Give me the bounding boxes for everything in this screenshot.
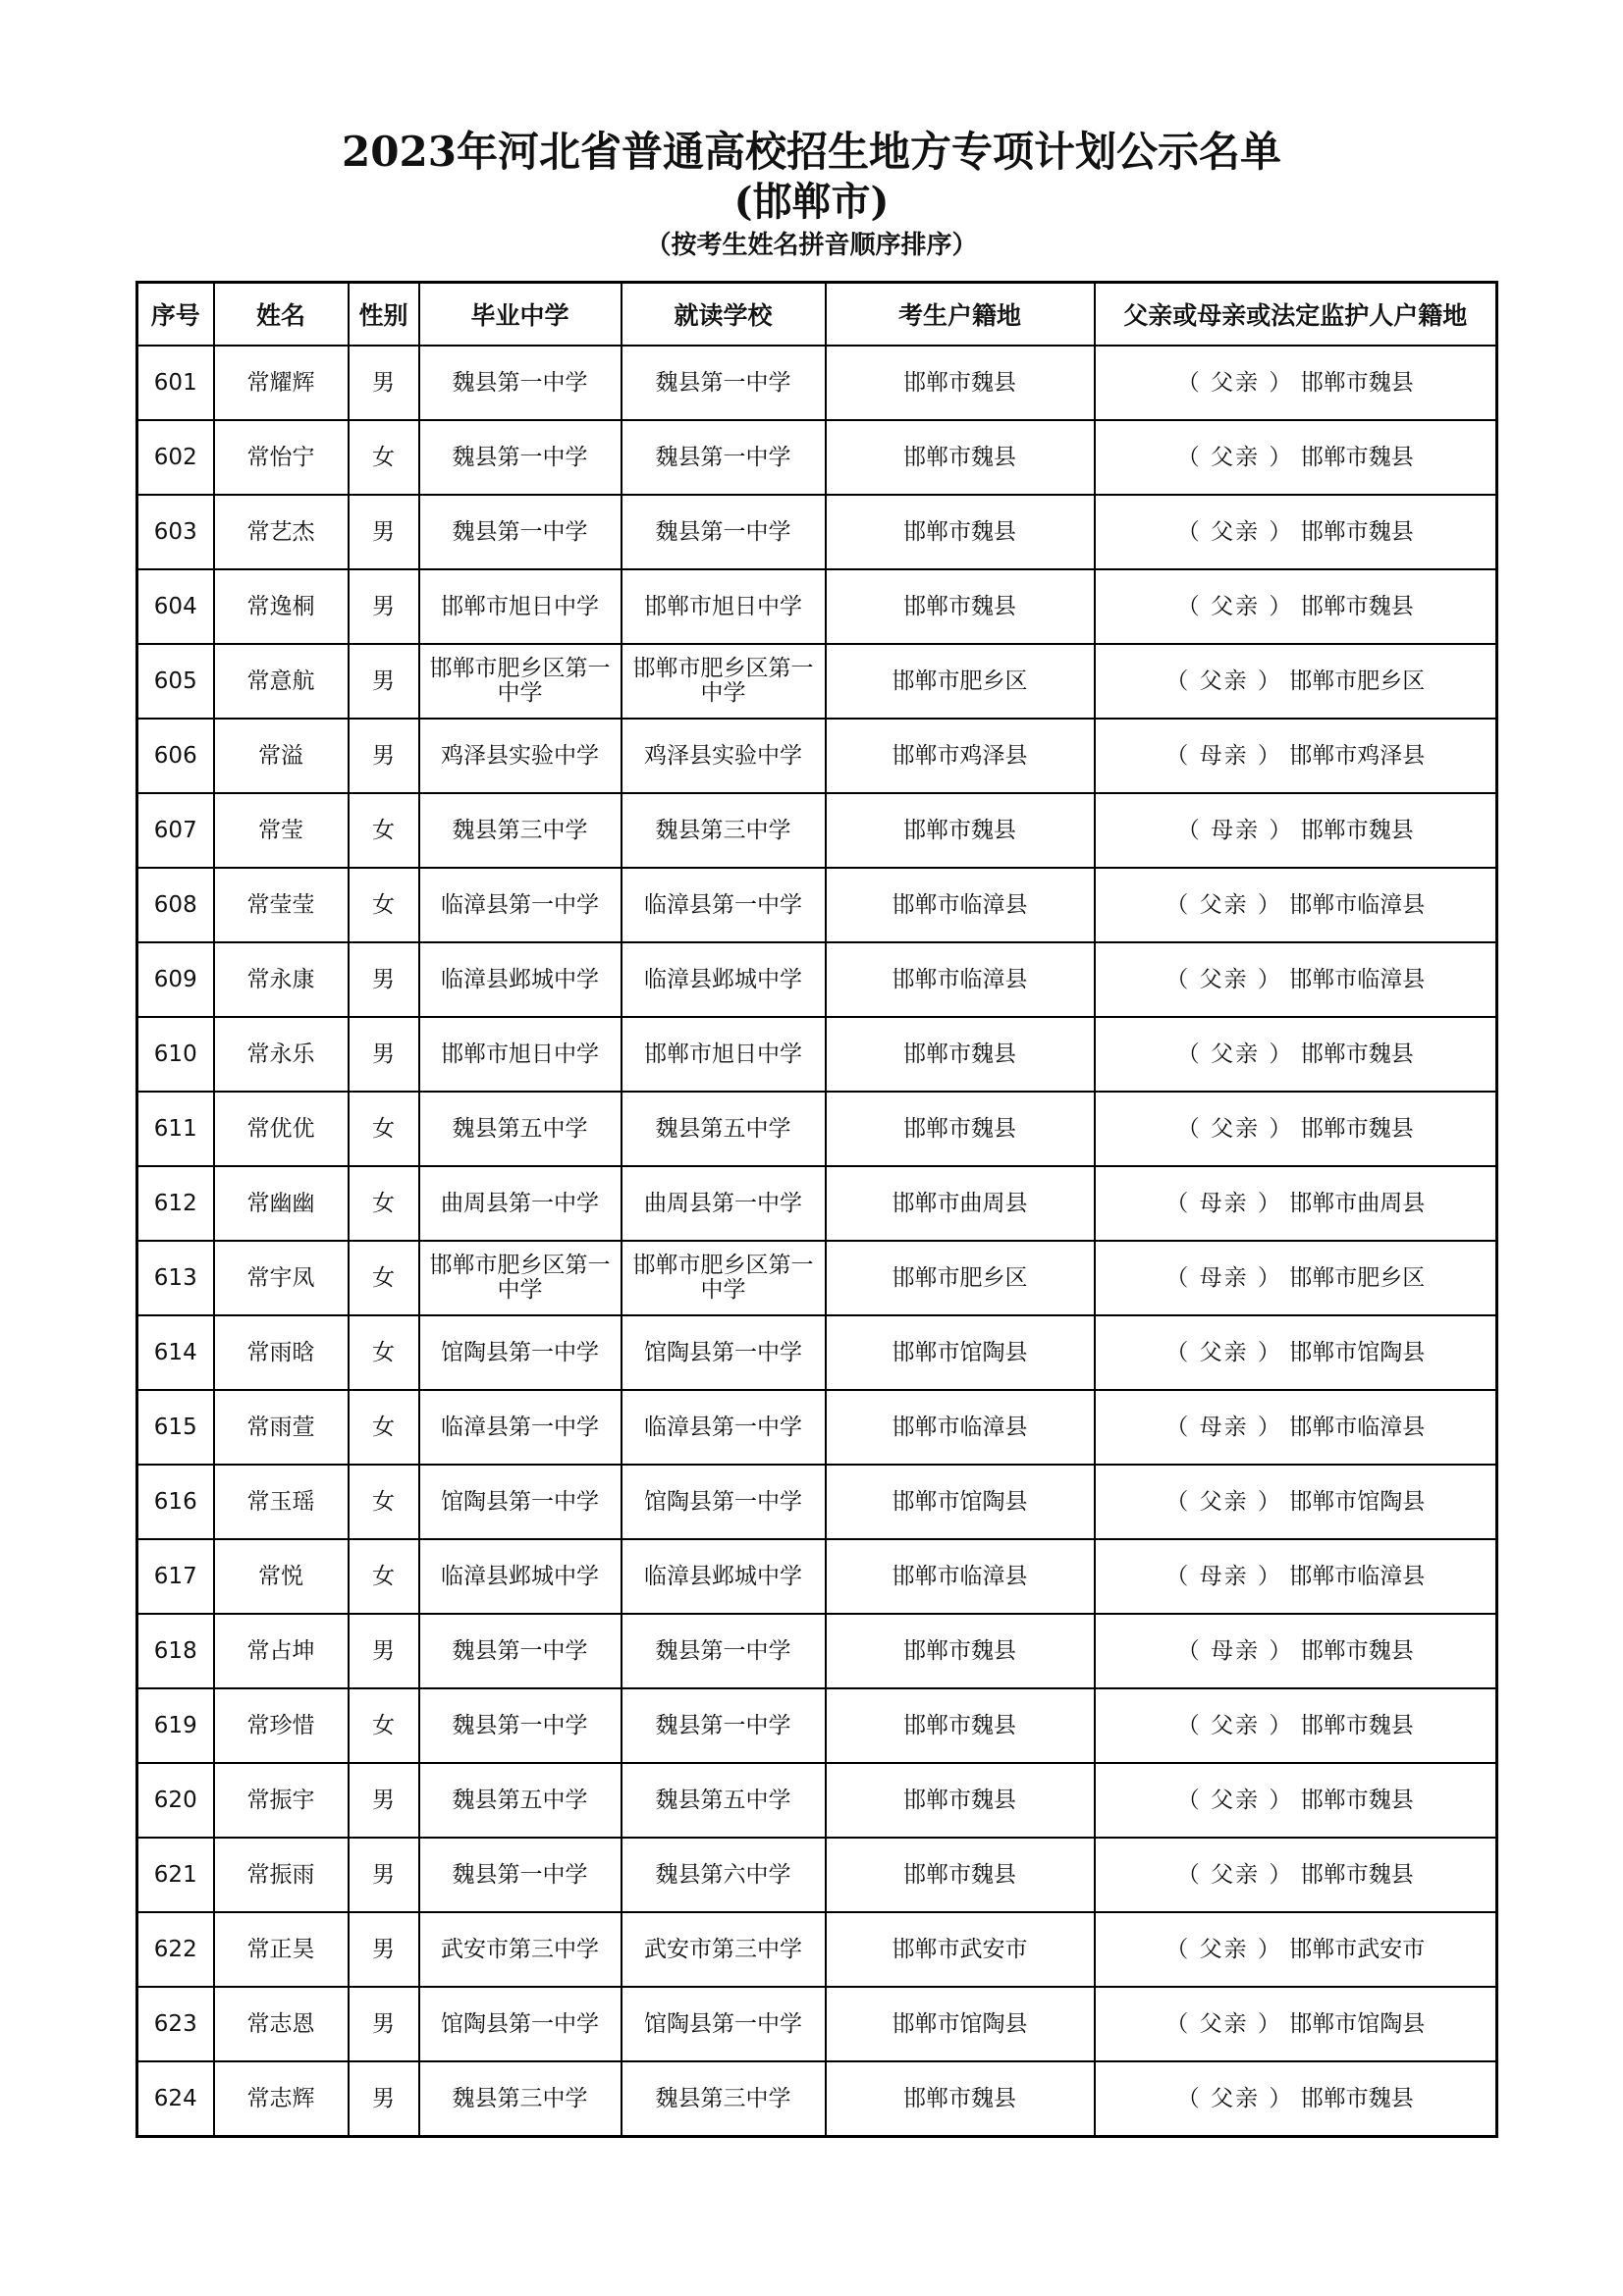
guardian-relation: （ 父亲 ） [1176,1712,1294,1738]
guardian-origin-place: 邯郸市魏县 [1300,518,1414,545]
cell-student-origin: 邯郸市武安市 [826,1912,1095,1987]
table-row [137,420,1497,495]
guardian-origin-place: 邯郸市鸡泽县 [1289,742,1426,769]
table-row [137,1838,1497,1912]
cell-gender: 女 [349,1539,419,1614]
guardian-relation: （ 父亲 ） [1165,1936,1282,1962]
cell-student-origin: 邯郸市馆陶县 [826,1315,1095,1390]
header-name: 姓名 [214,283,349,347]
cell-name: 常莹 [214,793,349,868]
cell-grad-school: 魏县第一中学 [419,346,622,420]
cell-current-school: 临漳县邺城中学 [622,1539,826,1614]
table-row [137,644,1497,719]
guardian-origin-place: 邯郸市魏县 [1300,1712,1414,1738]
cell-current-school: 魏县第一中学 [622,346,826,420]
cell-guardian-origin [1095,793,1497,868]
cell-name: 常意航 [214,644,349,719]
cell-current-school: 邯郸市旭日中学 [622,569,826,644]
cell-name: 常永康 [214,942,349,1017]
guardian-origin-place: 邯郸市临漳县 [1289,891,1426,918]
guardian-relation: （ 父亲 ） [1176,444,1294,470]
guardian-relation: （ 父亲 ） [1176,369,1294,396]
cell-grad-school: 馆陶县第一中学 [419,1315,622,1390]
cell-guardian-origin [1095,346,1497,420]
cell-name: 常雨萱 [214,1390,349,1465]
cell-current-school: 武安市第三中学 [622,1912,826,1987]
cell-name: 常逸桐 [214,569,349,644]
cell-student-origin: 邯郸市馆陶县 [826,1987,1095,2061]
cell-gender: 男 [349,1763,419,1838]
cell-index: 601 [137,346,214,420]
cell-index: 616 [137,1465,214,1539]
cell-current-school: 临漳县第一中学 [622,868,826,942]
cell-grad-school: 临漳县邺城中学 [419,942,622,1017]
cell-name: 常宇凤 [214,1241,349,1315]
guardian-origin-place: 邯郸市临漳县 [1289,1563,1426,1589]
cell-current-school: 邯郸市肥乡区第一中学 [622,644,826,719]
cell-grad-school: 邯郸市旭日中学 [419,569,622,644]
cell-index: 604 [137,569,214,644]
cell-index: 619 [137,1688,214,1763]
cell-guardian-origin [1095,1166,1497,1241]
guardian-origin-place: 邯郸市临漳县 [1289,966,1426,992]
cell-guardian-origin [1095,1241,1497,1315]
header-gender: 性别 [349,283,419,347]
cell-guardian-origin [1095,1688,1497,1763]
cell-current-school: 鸡泽县实验中学 [622,719,826,793]
guardian-origin-place: 邯郸市魏县 [1300,817,1414,843]
cell-guardian-origin [1095,1315,1497,1390]
cell-name: 常优优 [214,1092,349,1166]
cell-student-origin: 邯郸市临漳县 [826,1539,1095,1614]
guardian-origin-place: 邯郸市馆陶县 [1289,2010,1426,2037]
guardian-relation: （ 父亲 ） [1176,518,1294,545]
cell-student-origin: 邯郸市临漳县 [826,1390,1095,1465]
cell-current-school: 魏县第三中学 [622,793,826,868]
cell-name: 常振雨 [214,1838,349,1912]
document-subtitle: (邯郸市) [733,179,890,225]
guardian-origin-place: 邯郸市魏县 [1300,1041,1414,1067]
table-row [137,942,1497,1017]
cell-grad-school: 曲周县第一中学 [419,1166,622,1241]
cell-name: 常正昊 [214,1912,349,1987]
cell-student-origin: 邯郸市肥乡区 [826,644,1095,719]
cell-student-origin: 邯郸市魏县 [826,1838,1095,1912]
cell-current-school: 临漳县第一中学 [622,1390,826,1465]
cell-guardian-origin [1095,1092,1497,1166]
cell-gender: 男 [349,942,419,1017]
cell-current-school: 魏县第一中学 [622,495,826,569]
cell-grad-school: 魏县第一中学 [419,1838,622,1912]
cell-grad-school: 临漳县邺城中学 [419,1539,622,1614]
cell-guardian-origin [1095,1390,1497,1465]
document-header [0,126,1623,265]
cell-student-origin: 邯郸市魏县 [826,346,1095,420]
cell-current-school: 邯郸市旭日中学 [622,1017,826,1092]
cell-grad-school: 魏县第五中学 [419,1763,622,1838]
cell-name: 常怡宁 [214,420,349,495]
cell-gender: 男 [349,1017,419,1092]
cell-name: 常振宇 [214,1763,349,1838]
table-row [137,1390,1497,1465]
cell-grad-school: 魏县第一中学 [419,495,622,569]
cell-student-origin: 邯郸市魏县 [826,495,1095,569]
table-row [137,793,1497,868]
cell-current-school: 曲周县第一中学 [622,1166,826,1241]
cell-grad-school: 魏县第三中学 [419,2061,622,2137]
guardian-relation: （ 母亲 ） [1165,1414,1282,1440]
guardian-relation: （ 父亲 ） [1176,1861,1294,1888]
cell-grad-school: 馆陶县第一中学 [419,1987,622,2061]
guardian-relation: （ 母亲 ） [1176,817,1294,843]
sort-note: （按考生姓名拼音顺序排序） [645,231,978,260]
cell-index: 618 [137,1614,214,1688]
header-student-origin: 考生户籍地 [826,283,1095,347]
cell-name: 常幽幽 [214,1166,349,1241]
guardian-origin-place: 邯郸市魏县 [1300,444,1414,470]
cell-current-school: 魏县第三中学 [622,2061,826,2137]
guardian-relation: （ 母亲 ） [1165,1563,1282,1589]
cell-name: 常悦 [214,1539,349,1614]
cell-grad-school: 邯郸市旭日中学 [419,1017,622,1092]
guardian-origin-place: 邯郸市魏县 [1300,369,1414,396]
cell-guardian-origin [1095,569,1497,644]
cell-guardian-origin [1095,1017,1497,1092]
cell-student-origin: 邯郸市鸡泽县 [826,719,1095,793]
table-row [137,1688,1497,1763]
cell-gender: 女 [349,1465,419,1539]
cell-guardian-origin [1095,942,1497,1017]
cell-gender: 男 [349,1912,419,1987]
guardian-relation: （ 父亲 ） [1176,1041,1294,1067]
cell-index: 605 [137,644,214,719]
guardian-relation: （ 母亲 ） [1165,1264,1282,1291]
cell-name: 常玉瑶 [214,1465,349,1539]
cell-student-origin: 邯郸市肥乡区 [826,1241,1095,1315]
cell-index: 622 [137,1912,214,1987]
table-row [137,1241,1497,1315]
table-row [137,2061,1497,2137]
cell-name: 常雨晗 [214,1315,349,1390]
guardian-origin-place: 邯郸市馆陶县 [1289,1488,1426,1515]
table-row [137,1539,1497,1614]
cell-current-school: 馆陶县第一中学 [622,1315,826,1390]
cell-gender: 女 [349,1688,419,1763]
cell-index: 607 [137,793,214,868]
header-grad-school: 毕业中学 [419,283,622,347]
guardian-origin-place: 邯郸市肥乡区 [1289,1264,1426,1291]
cell-student-origin: 邯郸市魏县 [826,2061,1095,2137]
cell-name: 常艺杰 [214,495,349,569]
cell-index: 623 [137,1987,214,2061]
cell-student-origin: 邯郸市魏县 [826,569,1095,644]
cell-grad-school: 鸡泽县实验中学 [419,719,622,793]
guardian-relation: （ 父亲 ） [1176,2085,1294,2111]
cell-index: 602 [137,420,214,495]
cell-student-origin: 邯郸市魏县 [826,420,1095,495]
cell-current-school: 馆陶县第一中学 [622,1987,826,2061]
guardian-origin-place: 邯郸市魏县 [1300,2085,1414,2111]
cell-grad-school: 魏县第一中学 [419,1614,622,1688]
cell-guardian-origin [1095,644,1497,719]
cell-current-school: 魏县第六中学 [622,1838,826,1912]
cell-gender: 男 [349,495,419,569]
cell-grad-school: 魏县第三中学 [419,793,622,868]
admission-roster-table [135,281,1498,2138]
cell-current-school: 魏县第一中学 [622,1688,826,1763]
cell-guardian-origin [1095,1465,1497,1539]
cell-grad-school: 武安市第三中学 [419,1912,622,1987]
cell-name: 常志恩 [214,1987,349,2061]
guardian-relation: （ 母亲 ） [1176,1637,1294,1664]
guardian-origin-place: 邯郸市魏县 [1300,1115,1414,1142]
cell-index: 608 [137,868,214,942]
cell-grad-school: 馆陶县第一中学 [419,1465,622,1539]
cell-grad-school: 临漳县第一中学 [419,868,622,942]
table-row [137,1092,1497,1166]
table-row [137,1763,1497,1838]
cell-index: 606 [137,719,214,793]
cell-gender: 男 [349,719,419,793]
cell-current-school: 临漳县邺城中学 [622,942,826,1017]
table-row [137,1614,1497,1688]
cell-name: 常莹莹 [214,868,349,942]
cell-gender: 男 [349,2061,419,2137]
guardian-relation: （ 父亲 ） [1165,891,1282,918]
cell-student-origin: 邯郸市馆陶县 [826,1465,1095,1539]
cell-student-origin: 邯郸市魏县 [826,1688,1095,1763]
cell-guardian-origin [1095,1838,1497,1912]
cell-gender: 女 [349,1390,419,1465]
cell-guardian-origin [1095,495,1497,569]
cell-grad-school: 邯郸市肥乡区第一中学 [419,1241,622,1315]
guardian-relation: （ 母亲 ） [1165,1190,1282,1216]
cell-student-origin: 邯郸市临漳县 [826,868,1095,942]
cell-index: 613 [137,1241,214,1315]
table-row [137,1987,1497,2061]
cell-gender: 男 [349,1987,419,2061]
cell-name: 常耀辉 [214,346,349,420]
cell-index: 610 [137,1017,214,1092]
cell-name: 常永乐 [214,1017,349,1092]
table-row [137,719,1497,793]
cell-guardian-origin [1095,1912,1497,1987]
table-row [137,495,1497,569]
cell-gender: 男 [349,644,419,719]
cell-index: 603 [137,495,214,569]
guardian-origin-place: 邯郸市馆陶县 [1289,1339,1426,1365]
cell-name: 常占坤 [214,1614,349,1688]
table-row [137,868,1497,942]
cell-student-origin: 邯郸市魏县 [826,793,1095,868]
cell-guardian-origin [1095,1763,1497,1838]
cell-student-origin: 邯郸市魏县 [826,1092,1095,1166]
cell-index: 620 [137,1763,214,1838]
cell-name: 常溢 [214,719,349,793]
cell-gender: 女 [349,1241,419,1315]
guardian-relation: （ 父亲 ） [1176,593,1294,619]
guardian-origin-place: 邯郸市曲周县 [1289,1190,1426,1216]
cell-guardian-origin [1095,420,1497,495]
cell-guardian-origin [1095,1987,1497,2061]
table-body [137,346,1497,2137]
cell-grad-school: 魏县第一中学 [419,420,622,495]
guardian-relation: （ 父亲 ） [1165,1488,1282,1515]
guardian-origin-place: 邯郸市魏县 [1300,1861,1414,1888]
cell-guardian-origin [1095,2061,1497,2137]
cell-index: 617 [137,1539,214,1614]
cell-current-school: 魏县第一中学 [622,420,826,495]
table-header [137,283,1497,347]
guardian-relation: （ 父亲 ） [1176,1115,1294,1142]
header-index: 序号 [137,283,214,347]
cell-current-school: 邯郸市肥乡区第一中学 [622,1241,826,1315]
cell-student-origin: 邯郸市魏县 [826,1763,1095,1838]
cell-index: 624 [137,2061,214,2137]
cell-gender: 女 [349,868,419,942]
cell-grad-school: 邯郸市肥乡区第一中学 [419,644,622,719]
cell-gender: 男 [349,1614,419,1688]
table-row [137,1465,1497,1539]
cell-current-school: 馆陶县第一中学 [622,1465,826,1539]
cell-student-origin: 邯郸市魏县 [826,1017,1095,1092]
header-guardian-origin: 父亲或母亲或法定监护人户籍地 [1095,283,1497,347]
cell-grad-school: 临漳县第一中学 [419,1390,622,1465]
cell-name: 常志辉 [214,2061,349,2137]
cell-grad-school: 魏县第五中学 [419,1092,622,1166]
cell-index: 615 [137,1390,214,1465]
cell-student-origin: 邯郸市曲周县 [826,1166,1095,1241]
table-row [137,1315,1497,1390]
header-current-school: 就读学校 [622,283,826,347]
cell-current-school: 魏县第五中学 [622,1763,826,1838]
cell-index: 611 [137,1092,214,1166]
header-row [137,283,1497,347]
guardian-origin-place: 邯郸市临漳县 [1289,1414,1426,1440]
table-row [137,1166,1497,1241]
guardian-relation: （ 父亲 ） [1165,667,1282,694]
guardian-relation: （ 父亲 ） [1176,1787,1294,1813]
cell-index: 621 [137,1838,214,1912]
cell-guardian-origin [1095,868,1497,942]
cell-index: 609 [137,942,214,1017]
cell-index: 614 [137,1315,214,1390]
cell-student-origin: 邯郸市临漳县 [826,942,1095,1017]
guardian-relation: （ 父亲 ） [1165,2010,1282,2037]
guardian-relation: （ 父亲 ） [1165,966,1282,992]
cell-current-school: 魏县第一中学 [622,1614,826,1688]
guardian-origin-place: 邯郸市魏县 [1300,1787,1414,1813]
cell-guardian-origin [1095,1614,1497,1688]
cell-student-origin: 邯郸市魏县 [826,1614,1095,1688]
guardian-relation: （ 母亲 ） [1165,742,1282,769]
cell-guardian-origin [1095,1539,1497,1614]
guardian-origin-place: 邯郸市魏县 [1300,1637,1414,1664]
table-row [137,569,1497,644]
guardian-origin-place: 邯郸市肥乡区 [1289,667,1426,694]
cell-gender: 女 [349,1092,419,1166]
cell-guardian-origin [1095,719,1497,793]
table-row [137,1912,1497,1987]
document-title: 2023年河北省普通高校招生地方专项计划公示名单 [342,128,1281,176]
guardian-origin-place: 邯郸市武安市 [1289,1936,1426,1962]
cell-gender: 男 [349,346,419,420]
cell-name: 常珍惜 [214,1688,349,1763]
cell-gender: 男 [349,569,419,644]
cell-current-school: 魏县第五中学 [622,1092,826,1166]
cell-grad-school: 魏县第一中学 [419,1688,622,1763]
guardian-origin-place: 邯郸市魏县 [1300,593,1414,619]
cell-gender: 男 [349,1838,419,1912]
guardian-relation: （ 父亲 ） [1165,1339,1282,1365]
cell-gender: 女 [349,1315,419,1390]
table-row [137,1017,1497,1092]
table-row [137,346,1497,420]
cell-gender: 女 [349,420,419,495]
cell-gender: 女 [349,793,419,868]
cell-gender: 女 [349,1166,419,1241]
cell-index: 612 [137,1166,214,1241]
